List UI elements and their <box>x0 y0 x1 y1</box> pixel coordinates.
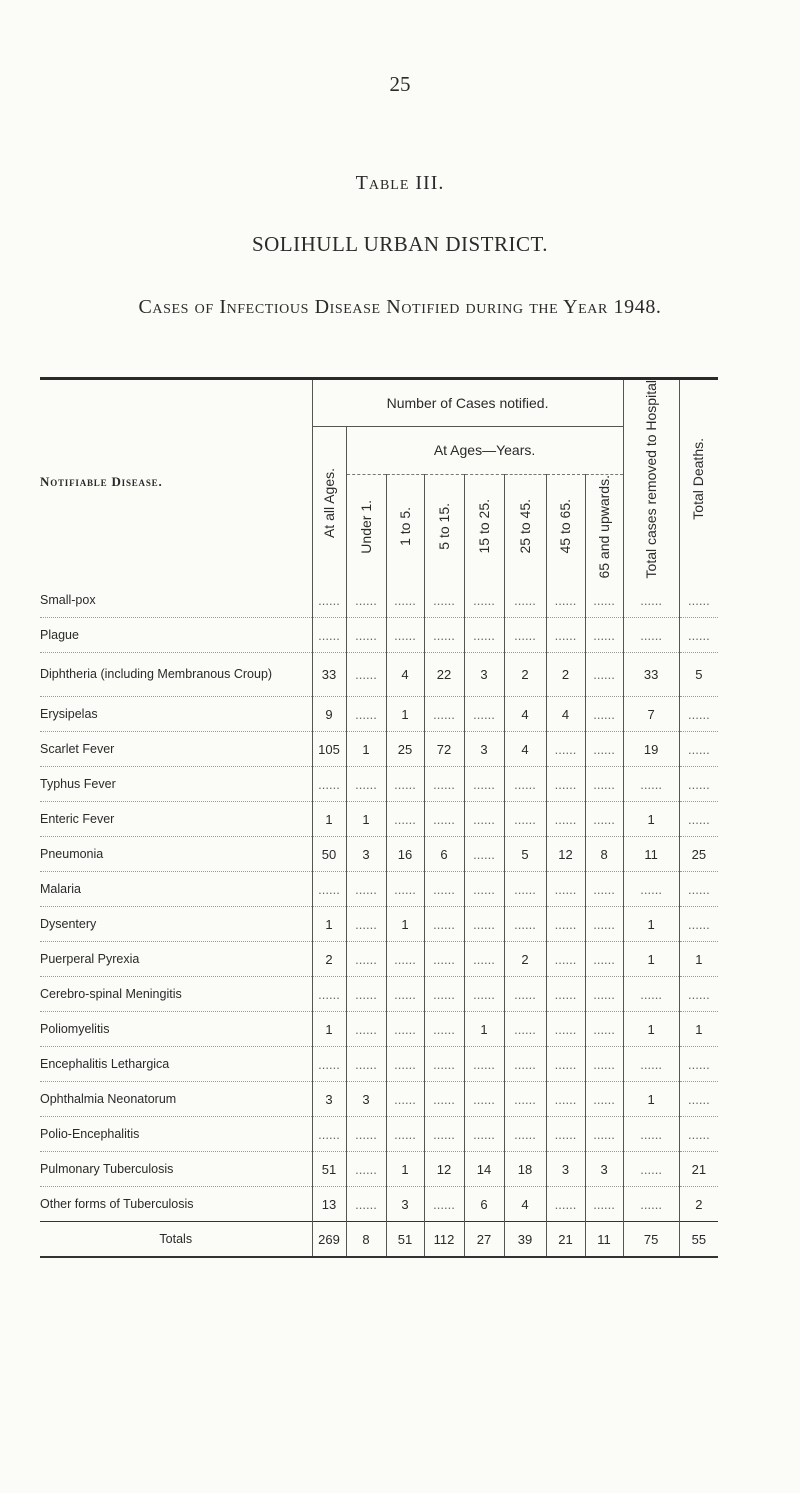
data-cell: ...... <box>585 872 623 907</box>
data-cell: ...... <box>464 583 504 618</box>
data-cell: 8 <box>346 1222 386 1258</box>
data-cell: 4 <box>504 732 546 767</box>
data-cell: ...... <box>585 732 623 767</box>
data-cell: 2 <box>679 1187 718 1222</box>
data-cell: 1 <box>346 802 386 837</box>
data-cell: 112 <box>424 1222 464 1258</box>
data-cell: ...... <box>424 1047 464 1082</box>
data-cell: ...... <box>546 767 585 802</box>
table-row <box>40 942 718 977</box>
disease-name: Encephalitis Lethargica <box>40 1047 312 1082</box>
data-cell: ...... <box>424 977 464 1012</box>
data-cell: ...... <box>386 583 424 618</box>
data-cell: ...... <box>546 802 585 837</box>
data-cell: ...... <box>679 1047 718 1082</box>
data-cell: 12 <box>546 837 585 872</box>
disease-name: Plague <box>40 618 312 653</box>
data-cell: ...... <box>346 1152 386 1187</box>
data-cell: ...... <box>679 618 718 653</box>
disease-name: Totals <box>40 1222 312 1258</box>
data-cell: ...... <box>585 1117 623 1152</box>
data-cell: ...... <box>504 767 546 802</box>
data-cell: 1 <box>386 1152 424 1187</box>
data-cell: ...... <box>464 942 504 977</box>
age-group-header: 65 and upwards. <box>585 474 623 583</box>
table-row <box>40 767 718 802</box>
data-cell: ...... <box>623 1117 679 1152</box>
data-cell: ...... <box>312 1047 346 1082</box>
data-cell: ...... <box>504 977 546 1012</box>
data-cell: 1 <box>623 1082 679 1117</box>
data-cell: ...... <box>346 767 386 802</box>
data-cell: ...... <box>504 1117 546 1152</box>
data-cell: 33 <box>623 653 679 697</box>
data-cell: ...... <box>464 1117 504 1152</box>
data-cell: ...... <box>346 697 386 732</box>
data-cell: 1 <box>346 732 386 767</box>
data-cell: 3 <box>546 1152 585 1187</box>
disease-name: Poliomyelitis <box>40 1012 312 1047</box>
data-cell: 9 <box>312 697 346 732</box>
table-row <box>40 907 718 942</box>
data-cell: ...... <box>585 942 623 977</box>
data-cell: ...... <box>546 583 585 618</box>
table-row <box>40 618 718 653</box>
data-cell: ...... <box>346 907 386 942</box>
data-cell: 3 <box>386 1187 424 1222</box>
data-cell: 5 <box>679 653 718 697</box>
data-cell: 1 <box>312 1012 346 1047</box>
district-heading: SOLIHULL URBAN DISTRICT. <box>251 232 549 256</box>
data-cell: 51 <box>312 1152 346 1187</box>
data-cell: ...... <box>546 1047 585 1082</box>
data-cell: 2 <box>504 942 546 977</box>
data-cell: 2 <box>546 653 585 697</box>
data-cell: ...... <box>346 1047 386 1082</box>
data-cell: 4 <box>504 1187 546 1222</box>
data-cell: ...... <box>386 1117 424 1152</box>
data-cell: ...... <box>623 977 679 1012</box>
data-cell: ...... <box>504 1082 546 1117</box>
data-cell: ...... <box>504 872 546 907</box>
data-cell: ...... <box>464 1082 504 1117</box>
data-cell: ...... <box>504 618 546 653</box>
data-cell: 8 <box>585 837 623 872</box>
data-cell: ...... <box>546 872 585 907</box>
data-cell: 1 <box>679 1012 718 1047</box>
data-cell: 6 <box>424 837 464 872</box>
data-cell: ...... <box>585 697 623 732</box>
data-cell: ...... <box>623 1187 679 1222</box>
data-cell: ...... <box>424 1117 464 1152</box>
data-cell: ...... <box>464 872 504 907</box>
number-notified-header: Number of Cases notified. <box>312 379 623 427</box>
data-cell: ...... <box>679 977 718 1012</box>
data-cell: ...... <box>585 618 623 653</box>
disease-table-container <box>40 377 718 1493</box>
data-cell: ...... <box>546 1117 585 1152</box>
data-cell: ...... <box>546 977 585 1012</box>
data-cell: 11 <box>623 837 679 872</box>
data-cell: ...... <box>424 583 464 618</box>
data-cell: 5 <box>504 837 546 872</box>
data-cell: 1 <box>464 1012 504 1047</box>
data-cell: 4 <box>546 697 585 732</box>
data-cell: ...... <box>679 583 718 618</box>
data-cell: ...... <box>585 767 623 802</box>
data-cell: ...... <box>346 977 386 1012</box>
data-cell: ...... <box>386 872 424 907</box>
hospital-column-header: Total cases removed to Hospital <box>623 379 679 584</box>
table-row <box>40 697 718 732</box>
data-cell: 1 <box>386 697 424 732</box>
table-row <box>40 837 718 872</box>
disease-column-header: Notifiable Disease. <box>40 379 312 584</box>
data-cell: ...... <box>346 1187 386 1222</box>
data-cell: ...... <box>424 767 464 802</box>
data-cell: ...... <box>464 837 504 872</box>
data-cell: ...... <box>312 767 346 802</box>
data-cell: ...... <box>585 802 623 837</box>
data-cell: ...... <box>386 767 424 802</box>
data-cell: 19 <box>623 732 679 767</box>
disease-name: Scarlet Fever <box>40 732 312 767</box>
data-cell: 7 <box>623 697 679 732</box>
data-cell: ...... <box>424 697 464 732</box>
data-cell: ...... <box>386 942 424 977</box>
disease-name: Puerperal Pyrexia <box>40 942 312 977</box>
disease-name: Diphtheria (including Membranous Croup) <box>40 653 312 697</box>
data-cell: 1 <box>312 802 346 837</box>
data-cell: ...... <box>679 767 718 802</box>
data-cell: 1 <box>679 942 718 977</box>
data-cell: ...... <box>464 697 504 732</box>
data-cell: ...... <box>424 1082 464 1117</box>
table-row <box>40 1047 718 1082</box>
data-cell: ...... <box>504 583 546 618</box>
data-cell: ...... <box>585 583 623 618</box>
disease-name: Polio-Encephalitis <box>40 1117 312 1152</box>
data-cell: ...... <box>424 802 464 837</box>
age-group-header: 1 to 5. <box>386 474 424 583</box>
data-cell: 25 <box>679 837 718 872</box>
data-cell: ...... <box>346 618 386 653</box>
age-group-header: 45 to 65. <box>546 474 585 583</box>
deaths-column-header: Total Deaths. <box>679 379 718 584</box>
table-row <box>40 653 718 697</box>
data-cell: ...... <box>464 802 504 837</box>
data-cell: ...... <box>679 872 718 907</box>
data-cell: 39 <box>504 1222 546 1258</box>
data-cell: ...... <box>312 618 346 653</box>
data-cell: ...... <box>346 653 386 697</box>
disease-name: Other forms of Tuberculosis <box>40 1187 312 1222</box>
data-cell: ...... <box>346 872 386 907</box>
data-cell: ...... <box>424 907 464 942</box>
data-cell: ...... <box>546 732 585 767</box>
table-row <box>40 1187 718 1222</box>
data-cell: 3 <box>464 732 504 767</box>
page-number: 25 <box>389 72 411 96</box>
data-cell: 1 <box>312 907 346 942</box>
totals-row <box>40 1222 718 1258</box>
data-cell: ...... <box>386 802 424 837</box>
data-cell: 6 <box>464 1187 504 1222</box>
data-cell: ...... <box>312 977 346 1012</box>
data-cell: ...... <box>623 1047 679 1082</box>
table-row <box>40 977 718 1012</box>
table-row <box>40 1012 718 1047</box>
data-cell: 3 <box>312 1082 346 1117</box>
data-cell: ...... <box>346 583 386 618</box>
data-cell: 27 <box>464 1222 504 1258</box>
data-cell: 16 <box>386 837 424 872</box>
data-cell: ...... <box>464 618 504 653</box>
data-cell: ...... <box>346 1012 386 1047</box>
data-cell: ...... <box>585 1012 623 1047</box>
data-cell: ...... <box>679 907 718 942</box>
data-cell: ...... <box>424 872 464 907</box>
data-cell: ...... <box>386 1047 424 1082</box>
data-cell: ...... <box>424 942 464 977</box>
disease-name: Cerebro-spinal Meningitis <box>40 977 312 1012</box>
data-cell: ...... <box>386 1012 424 1047</box>
data-cell: ...... <box>623 872 679 907</box>
data-cell: 4 <box>504 697 546 732</box>
data-cell: ...... <box>623 767 679 802</box>
data-cell: ...... <box>679 1082 718 1117</box>
data-cell: 1 <box>386 907 424 942</box>
table-row <box>40 872 718 907</box>
data-cell: ...... <box>464 907 504 942</box>
data-cell: 105 <box>312 732 346 767</box>
data-cell: 22 <box>424 653 464 697</box>
data-cell: ...... <box>546 1012 585 1047</box>
table-row <box>40 1082 718 1117</box>
disease-name: Ophthalmia Neonatorum <box>40 1082 312 1117</box>
data-cell: ...... <box>585 1047 623 1082</box>
disease-name: Malaria <box>40 872 312 907</box>
data-cell: ...... <box>585 653 623 697</box>
data-cell: ...... <box>679 802 718 837</box>
data-cell: ...... <box>312 583 346 618</box>
age-group-header: 5 to 15. <box>424 474 464 583</box>
data-cell: 269 <box>312 1222 346 1258</box>
data-cell: ...... <box>464 1047 504 1082</box>
data-cell: ...... <box>546 942 585 977</box>
table-row <box>40 583 718 618</box>
data-cell: 25 <box>386 732 424 767</box>
data-cell: 21 <box>679 1152 718 1187</box>
data-cell: 2 <box>504 653 546 697</box>
data-cell: ...... <box>679 1117 718 1152</box>
data-cell: 1 <box>623 802 679 837</box>
data-cell: 51 <box>386 1222 424 1258</box>
data-cell: 1 <box>623 907 679 942</box>
infectious-disease-table <box>40 377 718 1258</box>
data-cell: 3 <box>464 653 504 697</box>
data-cell: ...... <box>679 732 718 767</box>
disease-name: Dysentery <box>40 907 312 942</box>
data-cell: 14 <box>464 1152 504 1187</box>
data-cell: ...... <box>346 1117 386 1152</box>
data-cell: 18 <box>504 1152 546 1187</box>
age-group-header: 25 to 45. <box>504 474 546 583</box>
data-cell: ...... <box>346 942 386 977</box>
data-cell: 4 <box>386 653 424 697</box>
data-cell: ...... <box>546 618 585 653</box>
data-cell: ...... <box>464 767 504 802</box>
disease-name: Pulmonary Tuberculosis <box>40 1152 312 1187</box>
data-cell: ...... <box>504 1012 546 1047</box>
data-cell: ...... <box>464 977 504 1012</box>
data-cell: 13 <box>312 1187 346 1222</box>
data-cell: ...... <box>504 802 546 837</box>
data-cell: ...... <box>424 1187 464 1222</box>
data-cell: 1 <box>623 942 679 977</box>
table-row <box>40 732 718 767</box>
data-cell: ...... <box>386 618 424 653</box>
data-cell: 3 <box>346 1082 386 1117</box>
data-cell: ...... <box>312 1117 346 1152</box>
data-cell: ...... <box>585 977 623 1012</box>
data-cell: 3 <box>346 837 386 872</box>
data-cell: 72 <box>424 732 464 767</box>
data-cell: 2 <box>312 942 346 977</box>
data-cell: ...... <box>585 907 623 942</box>
table-row <box>40 1117 718 1152</box>
disease-name: Typhus Fever <box>40 767 312 802</box>
data-cell: ...... <box>585 1187 623 1222</box>
data-cell: ...... <box>679 697 718 732</box>
data-cell: ...... <box>623 583 679 618</box>
data-cell: 75 <box>623 1222 679 1258</box>
disease-name: Erysipelas <box>40 697 312 732</box>
table-row <box>40 1152 718 1187</box>
data-cell: 55 <box>679 1222 718 1258</box>
data-cell: ...... <box>312 872 346 907</box>
data-cell: 50 <box>312 837 346 872</box>
data-cell: 33 <box>312 653 346 697</box>
disease-name: Small-pox <box>40 583 312 618</box>
data-cell: ...... <box>386 977 424 1012</box>
all-ages-header: At all Ages. <box>312 427 346 584</box>
data-cell: ...... <box>546 1082 585 1117</box>
data-cell: ...... <box>504 1047 546 1082</box>
data-cell: 21 <box>546 1222 585 1258</box>
table-row <box>40 802 718 837</box>
disease-name: Enteric Fever <box>40 802 312 837</box>
table-title: Table III. <box>355 172 445 194</box>
data-cell: ...... <box>386 1082 424 1117</box>
table-subtitle: Cases of Infectious Disease Notified during the Year 1948. <box>138 296 662 318</box>
data-cell: 3 <box>585 1152 623 1187</box>
disease-name: Pneumonia <box>40 837 312 872</box>
data-cell: ...... <box>504 907 546 942</box>
data-cell: 1 <box>623 1012 679 1047</box>
age-group-header: Under 1. <box>346 474 386 583</box>
data-cell: ...... <box>585 1082 623 1117</box>
data-cell: ...... <box>623 618 679 653</box>
data-cell: ...... <box>623 1152 679 1187</box>
data-cell: ...... <box>424 618 464 653</box>
data-cell: 12 <box>424 1152 464 1187</box>
data-cell: ...... <box>546 1187 585 1222</box>
data-cell: 11 <box>585 1222 623 1258</box>
data-cell: ...... <box>424 1012 464 1047</box>
data-cell: ...... <box>546 907 585 942</box>
age-group-header: 15 to 25. <box>464 474 504 583</box>
ages-years-header: At Ages—Years. <box>346 427 623 475</box>
